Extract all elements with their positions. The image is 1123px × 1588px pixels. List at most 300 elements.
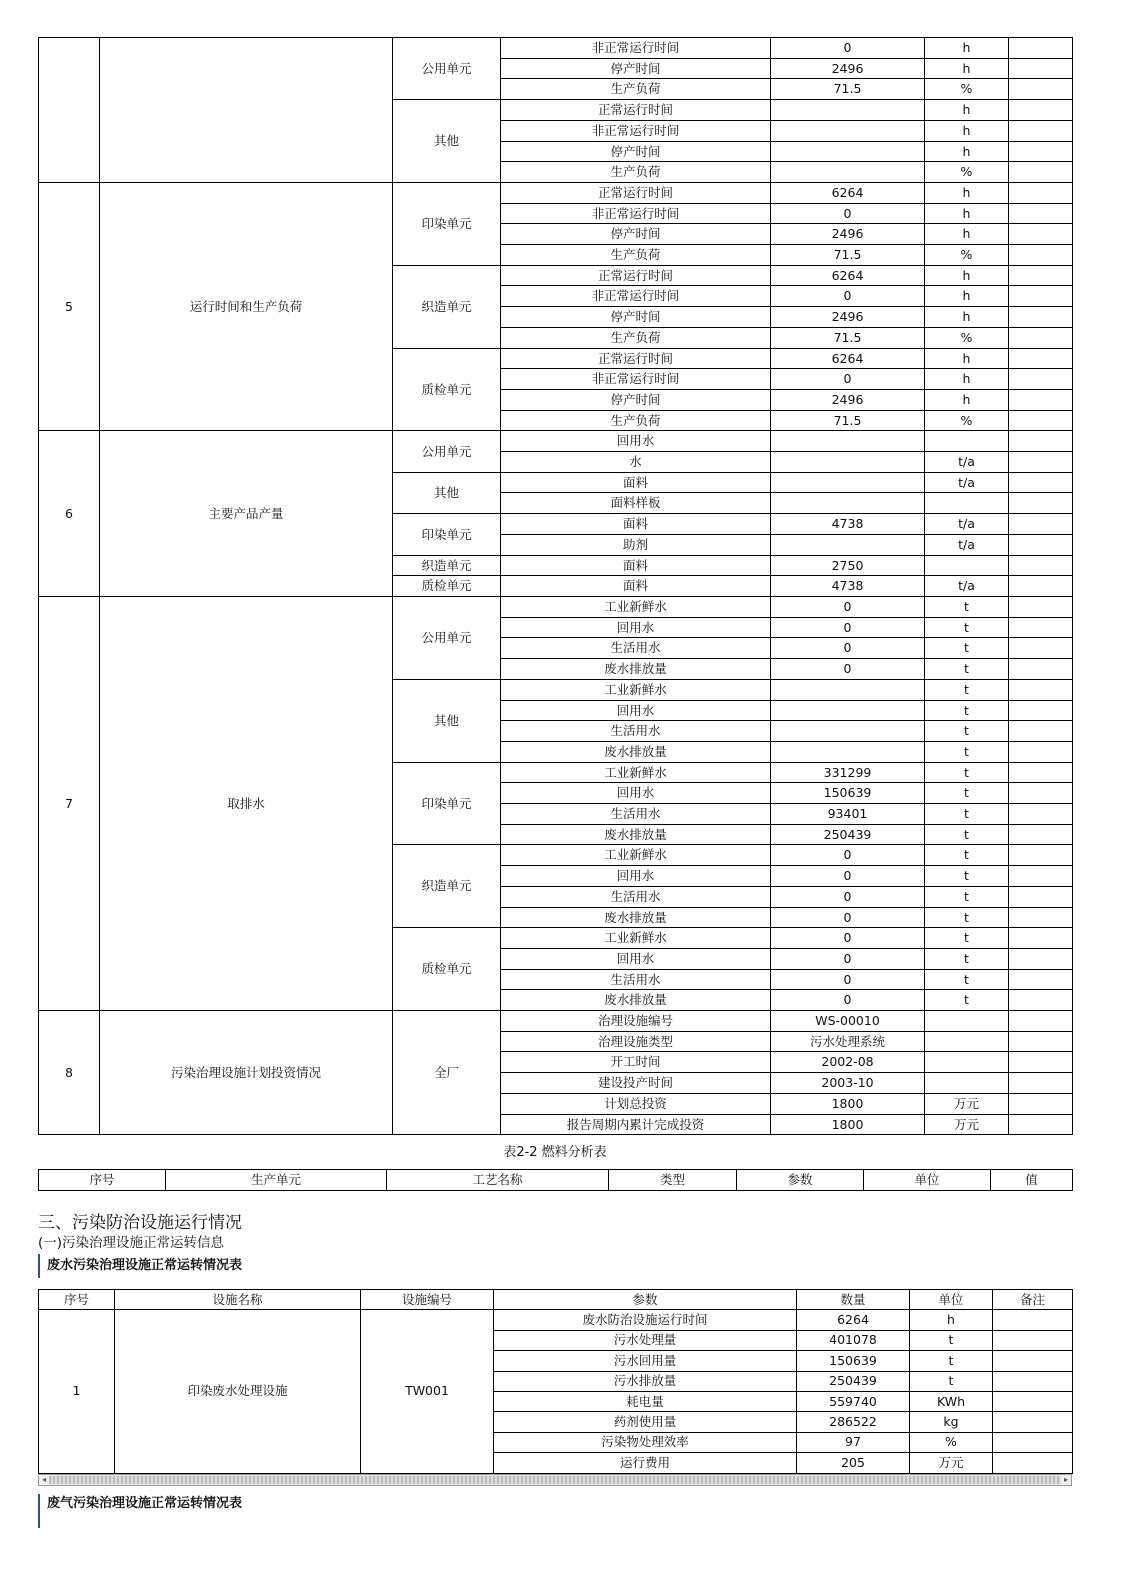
param-cell: 治理设施类型 [501,1031,771,1052]
param-cell: 废水排放量 [501,741,771,762]
column-header: 工艺名称 [387,1170,609,1191]
param-cell: 药剂使用量 [494,1412,797,1432]
value-cell: 0 [771,659,925,680]
column-header: 序号 [39,1170,166,1191]
item-number-cell [39,38,100,183]
column-header: 生产单元 [166,1170,387,1191]
value-cell: 6264 [771,348,925,369]
unit-of-measure-cell: h [925,389,1009,410]
note-cell [993,1432,1073,1452]
unit-cell: 织造单元 [393,845,501,928]
column-header: 单位 [864,1170,991,1191]
value-cell: 0 [771,203,925,224]
item-name-cell [100,38,393,183]
waste-gas-table-caption: 废气污染治理设施正常运转情况表 [38,1494,242,1528]
param-cell: 非正常运行时间 [501,203,771,224]
unit-of-measure-cell: h [925,224,1009,245]
note-cell [1009,948,1073,969]
param-cell: 面料样板 [501,493,771,514]
unit-of-measure-cell: t [910,1371,993,1391]
unit-of-measure-cell: t [925,762,1009,783]
note-cell [1009,576,1073,597]
note-cell [1009,721,1073,742]
note-cell [1009,886,1073,907]
unit-of-measure-cell [925,493,1009,514]
note-cell [1009,38,1073,59]
column-header: 数量 [797,1290,910,1310]
param-cell: 生活用水 [501,886,771,907]
param-cell: 生活用水 [501,638,771,659]
unit-of-measure-cell: KWh [910,1391,993,1411]
value-cell: 93401 [771,804,925,825]
column-header: 单位 [910,1290,993,1310]
unit-of-measure-cell [925,1052,1009,1073]
note-cell [1009,514,1073,535]
unit-cell: 其他 [393,100,501,183]
column-header: 设施编号 [361,1290,494,1310]
unit-of-measure-cell: h [925,348,1009,369]
note-cell [1009,845,1073,866]
unit-of-measure-cell: t [925,948,1009,969]
fuel-table-header [39,1170,1073,1191]
item-number-cell: 7 [39,596,100,1010]
unit-of-measure-cell: t [925,741,1009,762]
param-cell: 生活用水 [501,804,771,825]
value-cell: 2750 [771,555,925,576]
note-cell [1009,638,1073,659]
param-cell: 耗电量 [494,1391,797,1411]
unit-cell: 其他 [393,472,501,513]
item-name-cell: 取排水 [100,596,393,1010]
param-cell: 面料 [501,472,771,493]
note-cell [1009,555,1073,576]
section-title: 三、污染防治设施运行情况 [38,1213,242,1233]
unit-of-measure-cell: % [910,1432,993,1452]
unit-cell: 印染单元 [393,514,501,555]
unit-of-measure-cell: h [925,38,1009,59]
note-cell [1009,762,1073,783]
param-cell: 报告周期内累计完成投资 [501,1114,771,1135]
note-cell [1009,431,1073,452]
note-cell [993,1351,1073,1371]
param-cell: 回用水 [501,948,771,969]
param-cell: 回用水 [501,700,771,721]
unit-of-measure-cell: 万元 [925,1093,1009,1114]
value-cell [771,700,925,721]
value-cell: 2496 [771,58,925,79]
value-cell [771,100,925,121]
note-cell [1009,348,1073,369]
value-cell [771,679,925,700]
note-cell [993,1391,1073,1411]
note-cell [1009,265,1073,286]
value-cell: 250439 [771,824,925,845]
table-row [39,182,1073,203]
unit-of-measure-cell: % [925,79,1009,100]
unit-of-measure-cell [925,1031,1009,1052]
note-cell [1009,410,1073,431]
param-cell: 工业新鲜水 [501,845,771,866]
unit-of-measure-cell: t [925,990,1009,1011]
facility-name-cell: 印染废水处理设施 [115,1310,361,1473]
note-cell [1009,1114,1073,1135]
facility-code-cell: TW001 [361,1310,494,1473]
column-header: 设施名称 [115,1290,361,1310]
horizontal-scrollbar[interactable] [38,1474,1072,1486]
column-header: 值 [991,1170,1073,1191]
unit-of-measure-cell [925,1011,1009,1032]
value-cell: 污水处理系统 [771,1031,925,1052]
param-cell: 面料 [501,555,771,576]
value-cell [771,472,925,493]
param-cell: 工业新鲜水 [501,762,771,783]
unit-cell: 质检单元 [393,928,501,1011]
table-row [39,1011,1073,1032]
value-cell: 1800 [771,1114,925,1135]
value-cell: 71.5 [771,410,925,431]
value-cell [771,721,925,742]
value-cell: 71.5 [771,327,925,348]
note-cell [1009,182,1073,203]
unit-of-measure-cell: t [925,617,1009,638]
value-cell: 0 [771,617,925,638]
value-cell: WS-00010 [771,1011,925,1032]
param-cell: 面料 [501,514,771,535]
unit-cell: 质检单元 [393,576,501,597]
param-cell: 废水排放量 [501,990,771,1011]
unit-of-measure-cell: t [925,596,1009,617]
item-name-cell: 主要产品产量 [100,431,393,597]
note-cell [1009,700,1073,721]
note-cell [1009,245,1073,266]
unit-of-measure-cell: h [925,203,1009,224]
param-cell: 停产时间 [501,141,771,162]
unit-of-measure-cell: % [925,410,1009,431]
note-cell [1009,1073,1073,1094]
note-cell [1009,824,1073,845]
param-cell: 非正常运行时间 [501,120,771,141]
note-cell [1009,307,1073,328]
unit-cell: 公用单元 [393,431,501,472]
unit-of-measure-cell: h [925,369,1009,390]
param-cell: 工业新鲜水 [501,928,771,949]
value-cell: 0 [771,866,925,887]
unit-of-measure-cell [925,1073,1009,1094]
param-cell: 开工时间 [501,1052,771,1073]
note-cell [1009,969,1073,990]
param-cell: 运行费用 [494,1453,797,1473]
unit-cell: 公用单元 [393,596,501,679]
value-cell: 0 [771,369,925,390]
unit-of-measure-cell: t [910,1351,993,1371]
note-cell [993,1453,1073,1473]
unit-of-measure-cell: t [925,845,1009,866]
unit-of-measure-cell: t/a [925,452,1009,473]
unit-of-measure-cell: t [925,969,1009,990]
unit-cell: 织造单元 [393,555,501,576]
unit-of-measure-cell: t/a [925,576,1009,597]
param-cell: 废水排放量 [501,907,771,928]
note-cell [1009,866,1073,887]
note-cell [1009,990,1073,1011]
param-cell: 生活用水 [501,721,771,742]
value-cell: 0 [771,638,925,659]
param-cell: 正常运行时间 [501,100,771,121]
unit-of-measure-cell: t [925,700,1009,721]
note-cell [993,1330,1073,1350]
unit-of-measure-cell: % [925,327,1009,348]
note-cell [1009,1052,1073,1073]
value-cell: 0 [771,948,925,969]
param-cell: 生产负荷 [501,245,771,266]
unit-of-measure-cell: t [925,866,1009,887]
param-cell: 正常运行时间 [501,265,771,286]
param-cell: 水 [501,452,771,473]
note-cell [1009,162,1073,183]
column-header: 序号 [39,1290,115,1310]
param-cell: 正常运行时间 [501,348,771,369]
value-cell: 71.5 [771,79,925,100]
param-cell: 生产负荷 [501,162,771,183]
value-cell [771,452,925,473]
unit-of-measure-cell: h [925,100,1009,121]
unit-of-measure-cell: t [925,679,1009,700]
unit-of-measure-cell: kg [910,1412,993,1432]
note-cell [1009,141,1073,162]
unit-of-measure-cell: 万元 [925,1114,1009,1135]
param-cell: 助剂 [501,534,771,555]
subsection-title: (一)污染治理设施正常运转信息 [38,1235,225,1251]
value-cell: 0 [771,886,925,907]
param-cell: 回用水 [501,866,771,887]
note-cell [1009,783,1073,804]
note-cell [1009,617,1073,638]
note-cell [1009,907,1073,928]
table-row [39,431,1073,452]
table-row [39,1310,1073,1330]
unit-of-measure-cell: t [925,783,1009,804]
note-cell [1009,100,1073,121]
unit-cell: 全厂 [393,1011,501,1135]
table-row [39,38,1073,59]
value-cell [771,741,925,762]
value-cell [771,534,925,555]
value-cell: 2496 [771,307,925,328]
note-cell [1009,58,1073,79]
param-cell: 非正常运行时间 [501,286,771,307]
note-cell [1009,534,1073,555]
item-name-cell: 污染治理设施计划投资情况 [100,1011,393,1135]
unit-of-measure-cell: t [925,804,1009,825]
note-cell [1009,1011,1073,1032]
param-cell: 面料 [501,576,771,597]
note-cell [993,1371,1073,1391]
wastewater-facility-table [38,1289,1073,1474]
note-cell [1009,741,1073,762]
unit-of-measure-cell: t [925,907,1009,928]
param-cell: 停产时间 [501,307,771,328]
column-header: 参数 [737,1170,864,1191]
note-cell [1009,1031,1073,1052]
note-cell [1009,389,1073,410]
operation-data-table [38,37,1073,1135]
note-cell [993,1310,1073,1330]
value-cell: 6264 [771,182,925,203]
column-header: 备注 [993,1290,1073,1310]
param-cell: 废水排放量 [501,659,771,680]
value-cell: 2002-08 [771,1052,925,1073]
item-number-cell: 8 [39,1011,100,1135]
value-cell [771,141,925,162]
param-cell: 停产时间 [501,58,771,79]
unit-of-measure-cell: t/a [925,534,1009,555]
note-cell [993,1412,1073,1432]
value-cell: 150639 [797,1351,910,1371]
param-cell: 停产时间 [501,224,771,245]
unit-of-measure-cell: t [925,824,1009,845]
note-cell [1009,452,1073,473]
wastewater-table-header [39,1290,1073,1310]
fuel-table-title: 表2-2 燃料分析表 [503,1145,607,1160]
note-cell [1009,79,1073,100]
value-cell: 97 [797,1432,910,1452]
param-cell: 生产负荷 [501,327,771,348]
param-cell: 生产负荷 [501,79,771,100]
note-cell [1009,804,1073,825]
unit-of-measure-cell [925,555,1009,576]
value-cell: 4738 [771,514,925,535]
param-cell: 生产负荷 [501,410,771,431]
value-cell [771,162,925,183]
value-cell: 559740 [797,1391,910,1411]
unit-cell: 质检单元 [393,348,501,431]
scroll-left-icon[interactable]: ◂ [39,1475,49,1485]
unit-cell: 印染单元 [393,182,501,265]
param-cell: 工业新鲜水 [501,679,771,700]
note-cell [1009,327,1073,348]
value-cell: 0 [771,907,925,928]
wastewater-table-caption: 废水污染治理设施正常运转情况表 [38,1254,242,1278]
value-cell: 150639 [771,783,925,804]
column-header: 类型 [609,1170,737,1191]
param-cell: 污水回用量 [494,1351,797,1371]
param-cell: 非正常运行时间 [501,38,771,59]
table-row [39,596,1073,617]
unit-of-measure-cell: h [925,286,1009,307]
unit-of-measure-cell: t/a [925,514,1009,535]
value-cell: 0 [771,845,925,866]
fuel-analysis-table [38,1169,1073,1191]
value-cell: 0 [771,990,925,1011]
unit-of-measure-cell: 万元 [910,1453,993,1473]
unit-of-measure-cell: h [925,58,1009,79]
value-cell [771,431,925,452]
param-cell: 回用水 [501,617,771,638]
unit-cell: 公用单元 [393,38,501,100]
param-cell: 回用水 [501,431,771,452]
note-cell [1009,928,1073,949]
note-cell [1009,659,1073,680]
note-cell [1009,596,1073,617]
unit-of-measure-cell: h [925,120,1009,141]
note-cell [1009,472,1073,493]
scroll-right-icon[interactable]: ▸ [1061,1475,1071,1485]
unit-of-measure-cell: t/a [925,472,1009,493]
param-cell: 停产时间 [501,389,771,410]
param-cell: 污水处理量 [494,1330,797,1350]
value-cell: 6264 [771,265,925,286]
unit-of-measure-cell: h [925,307,1009,328]
note-cell [1009,224,1073,245]
param-cell: 治理设施编号 [501,1011,771,1032]
value-cell: 2496 [771,224,925,245]
param-cell: 非正常运行时间 [501,369,771,390]
note-cell [1009,679,1073,700]
unit-of-measure-cell: % [925,245,1009,266]
unit-of-measure-cell: h [910,1310,993,1330]
value-cell: 0 [771,596,925,617]
unit-of-measure-cell: h [925,182,1009,203]
param-cell: 污水排放量 [494,1371,797,1391]
param-cell: 废水排放量 [501,824,771,845]
unit-of-measure-cell: t [925,721,1009,742]
value-cell: 286522 [797,1412,910,1432]
param-cell: 建设投产时间 [501,1073,771,1094]
value-cell: 2496 [771,389,925,410]
item-name-cell: 运行时间和生产负荷 [100,182,393,430]
value-cell: 401078 [797,1330,910,1350]
unit-of-measure-cell: h [925,141,1009,162]
param-cell: 计划总投资 [501,1093,771,1114]
value-cell: 1800 [771,1093,925,1114]
note-cell [1009,203,1073,224]
unit-of-measure-cell: t [925,886,1009,907]
value-cell: 6264 [797,1310,910,1330]
unit-of-measure-cell: t [925,928,1009,949]
unit-of-measure-cell: t [925,638,1009,659]
value-cell: 0 [771,969,925,990]
param-cell: 正常运行时间 [501,182,771,203]
note-cell [1009,1093,1073,1114]
param-cell: 废水防治设施运行时间 [494,1310,797,1330]
value-cell: 250439 [797,1371,910,1391]
value-cell [771,493,925,514]
value-cell: 2003-10 [771,1073,925,1094]
note-cell [1009,120,1073,141]
value-cell [771,120,925,141]
value-cell: 4738 [771,576,925,597]
value-cell: 0 [771,286,925,307]
unit-of-measure-cell [925,431,1009,452]
value-cell: 71.5 [771,245,925,266]
unit-cell: 其他 [393,679,501,762]
note-cell [1009,369,1073,390]
value-cell: 0 [771,928,925,949]
unit-of-measure-cell: h [925,265,1009,286]
unit-of-measure-cell: % [925,162,1009,183]
value-cell: 0 [771,38,925,59]
item-number-cell: 5 [39,182,100,430]
unit-of-measure-cell: t [910,1330,993,1350]
item-number-cell: 6 [39,431,100,597]
unit-cell: 印染单元 [393,762,501,845]
param-cell: 生活用水 [501,969,771,990]
note-cell [1009,286,1073,307]
value-cell: 205 [797,1453,910,1473]
param-cell: 回用水 [501,783,771,804]
scrollbar-thumb[interactable] [49,1476,1061,1484]
unit-cell: 织造单元 [393,265,501,348]
